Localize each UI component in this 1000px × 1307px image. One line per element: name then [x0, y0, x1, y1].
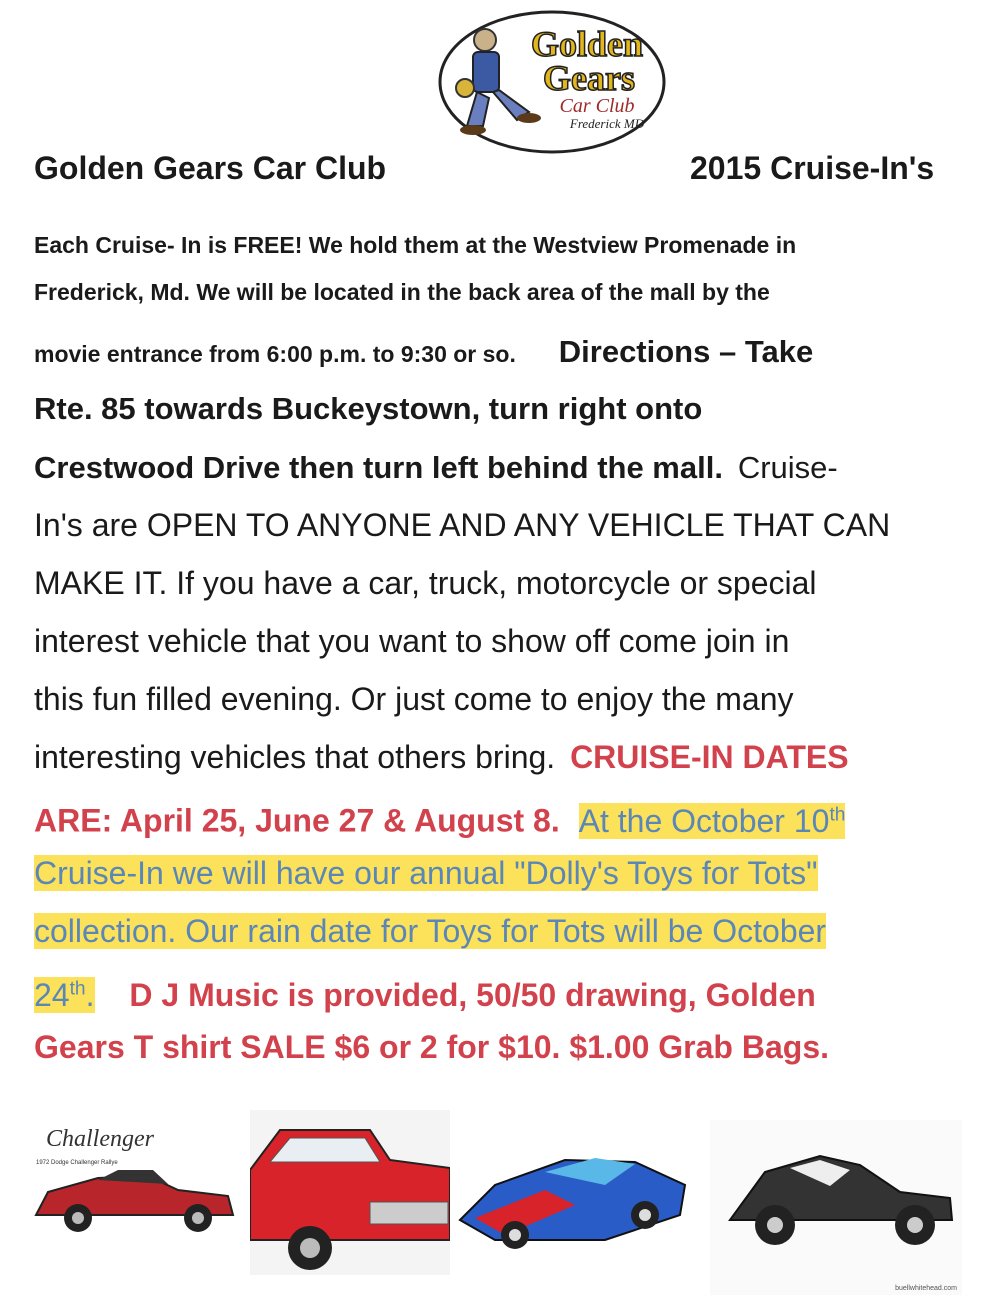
body-dates-line [34, 728, 979, 786]
toys-line-3: collection. Our rain date for Toys for Tots will be October [34, 913, 827, 949]
challenger-script: Challenger [46, 1126, 154, 1152]
red-truck-image [250, 1110, 450, 1275]
extras-line-2: Gears T shirt SALE $6 or 2 for $10. $1.00 Grab Bags. [34, 1029, 829, 1065]
challenger-caption: 1972 Dodge Challenger Rallye [36, 1160, 118, 1166]
intro-line-2: Frederick, Md. We will be located in the back area of the mall by the [34, 279, 770, 305]
car-images-row [0, 1110, 1000, 1300]
race-car-image [455, 1130, 690, 1255]
body-line-5: this fun filled evening. Or just come to enjoy the many [34, 681, 794, 717]
dates-line-2: ARE: April 25, June 27 & August 8. [34, 802, 560, 839]
toys-line-1-sup: th [829, 804, 846, 825]
body-line-4: interest vehicle that you want to show off come join in [34, 623, 790, 659]
toys-line-3-row [34, 902, 979, 960]
body-line-1: Cruise- [737, 450, 838, 485]
toys-line-4-end: . [85, 976, 95, 1013]
directions-body-line [34, 438, 979, 496]
challenger-car-image [28, 1120, 243, 1250]
dates-line-1: CRUISE-IN DATES [570, 739, 849, 775]
toys-line-4-sup: th [69, 978, 86, 999]
logo-text-gears: Gears [543, 58, 635, 98]
club-name-heading: Golden Gears Car Club [34, 150, 387, 186]
directions-line-2: Rte. 85 towards Buckeystown, turn right onto [34, 391, 703, 426]
intro-line-1: Each Cruise- In is FREE! We hold them at the Westview Promenade in [34, 232, 797, 258]
year-heading: 2015 Cruise-In's [690, 150, 935, 186]
flyer-body [34, 322, 979, 1076]
directions-line-3: Crestwood Drive then turn left behind the mall. [34, 450, 723, 485]
image-credit: buellwhitehead.com [895, 1285, 957, 1292]
intro-directions-line [34, 322, 979, 380]
logo-text-location: Frederick MD [569, 116, 645, 131]
toys-extras-line [34, 960, 979, 1018]
toys-line-1-text: At the October 10 [578, 802, 830, 839]
toys-line-2: Cruise-In we will have our annual "Dolly's Toys for Tots" [34, 855, 818, 891]
toys-line-2-row [34, 844, 979, 902]
vintage-car-sketch [710, 1120, 962, 1295]
logo-text-golden: Golden [530, 24, 644, 64]
body-line-6: interesting vehicles that others bring. [34, 739, 556, 775]
toys-line-1 [579, 803, 846, 839]
club-logo [437, 8, 667, 156]
body-line-2: In's are OPEN TO ANYONE AND ANY VEHICLE THAT CAN [34, 507, 891, 543]
intro-line-3: movie entrance from 6:00 p.m. to 9:30 or so. [34, 341, 516, 367]
toys-line-4-text: 24 [34, 976, 70, 1013]
extras-line-1: D J Music is provided, 50/50 drawing, Golden [129, 976, 816, 1013]
body-line-3: MAKE IT. If you have a car, truck, motorcycle or special [34, 565, 817, 601]
directions-line-1: Directions – Take [558, 334, 814, 369]
toys-line-4 [34, 977, 95, 1013]
dates-toys-line [34, 786, 979, 844]
logo-text-carclub: Car Club [559, 95, 635, 117]
